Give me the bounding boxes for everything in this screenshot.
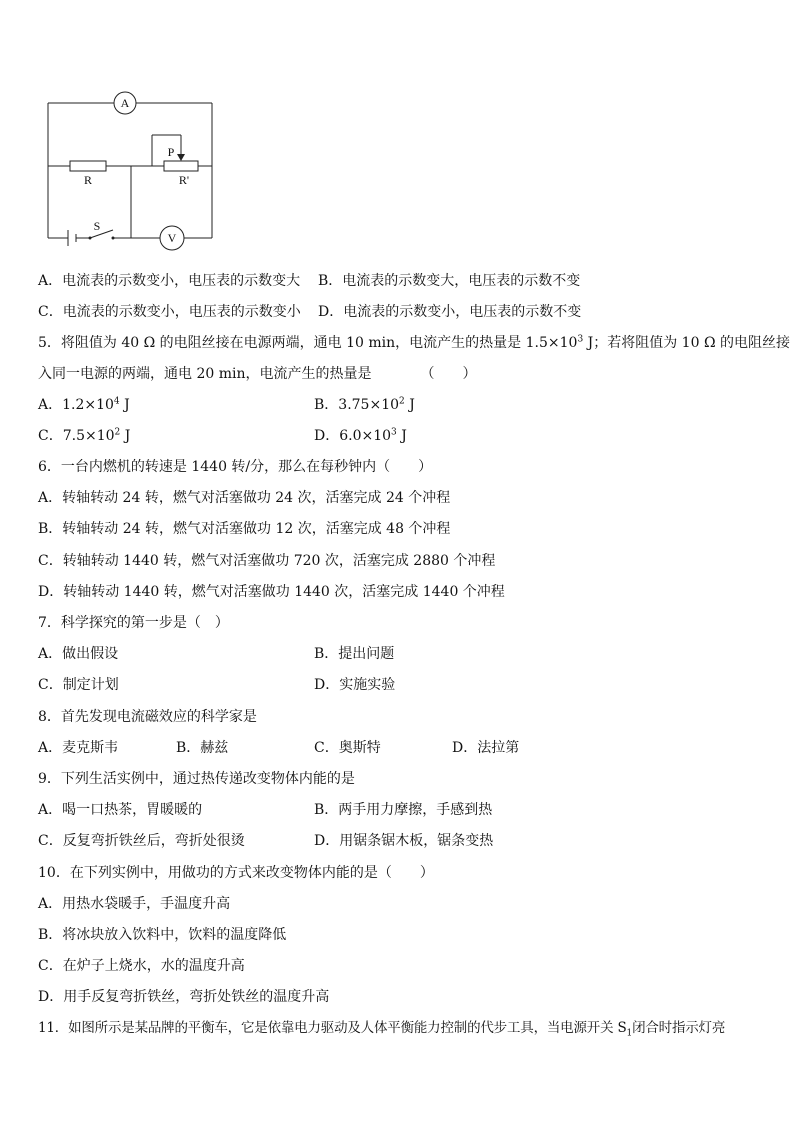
q7-stem: 7．科学探究的第一步是（ ） [38,615,229,631]
q7-option-a: A．做出假设 [38,646,119,662]
q11-stem: 11．如图所示是某品牌的平衡车，它是依靠电力驱动及人体平衡能力控制的代步工具，当电源开关 $S_1$闭合时指示灯亮 [38,1020,726,1039]
resistor-r [70,161,106,171]
circuit-diagram [40,88,220,253]
q8-stem: 8．首先发现电流磁效应的科学家是 [38,709,257,725]
switch-label: S [93,219,101,233]
q8-option-d: D．法拉第 [452,740,520,756]
q6-option-c: C．转轴转动 1440 转，燃气对活塞做功 720 次，活塞完成 2880 个冲程 [38,553,496,569]
q9-option-a: A．喝一口热茶，胃暖暖的 [38,802,203,818]
voltmeter-label: V [167,231,177,245]
q4-option-a: A．电流表的示数变小，电压表的示数变大 [38,273,301,289]
q7-option-d: D．实施实验 [314,677,396,693]
q4-option-b: B．电流表的示数变大，电压表的示数不变 [318,273,581,289]
q5-option-a: A．$1.2\times 10^4$ J [38,396,130,413]
q5-stem-line1: 5．将阻值为 40 Ω 的电阻丝接在电源两端，通电 10 min，电流产生的热量是 $1.5\times 10^3$ J；若将阻值为 10 Ω 的电阻丝接 [38,334,791,351]
q7-option-b: B．提出问题 [314,646,395,662]
q8-option-c: C．奥斯特 [314,740,381,756]
q8-option-a: A．麦克斯韦 [38,740,119,756]
q10-stem: 10．在下列实例中，用做功的方式来改变物体内能的是（ ） [38,865,434,881]
q5-option-b: B．$3.75\times 10^2$ J [314,396,415,413]
ammeter-label: A [120,96,130,110]
q7-option-c: C．制定计划 [38,677,119,693]
resistor-label: R [83,173,93,187]
slider-label: P [167,145,175,159]
q10-option-a: A．用热水袋暖手，手温度升高 [38,896,231,912]
q4-option-c: C．电流表的示数变小，电压表的示数变小 [38,304,301,320]
q6-option-d: D．转轴转动 1440 转，燃气对活塞做功 1440 次，活塞完成 1440 个冲程 [38,584,505,600]
q10-option-c: C．在炉子上烧水，水的温度升高 [38,958,245,974]
q6-option-a: A．转轴转动 24 转，燃气对活塞做功 24 次，活塞完成 24 个冲程 [38,490,451,506]
q9-option-d: D．用锯条锯木板，锯条变热 [314,833,494,849]
q6-stem: 6．一台内燃机的转速是 1440 转/分，那么在每秒钟内（ ） [38,459,433,475]
rheostat-label: R' [178,173,190,187]
q4-option-d: D．电流表的示数变小，电压表的示数不变 [318,304,582,320]
q8-option-b: B．赫兹 [176,740,229,756]
q10-option-b: B．将冰块放入饮料中，饮料的温度降低 [38,927,287,943]
q10-option-d: D．用手反复弯折铁丝，弯折处铁丝的温度升高 [38,989,330,1005]
q5-option-c: C．$7.5\times 10^2$ J [38,427,131,444]
rheostat-r-prime [164,161,198,171]
q9-option-b: B．两手用力摩擦，手感到热 [314,802,493,818]
q5-stem-line2: 入同一电源的两端，通电 20 min，电流产生的热量是 （ ） [38,366,477,382]
q5-option-d: D．$6.0\times 10^3$ J [314,427,407,444]
q9-stem: 9．下列生活实例中，通过热传递改变物体内能的是 [38,771,355,787]
q9-option-c: C．反复弯折铁丝后，弯折处很烫 [38,833,245,849]
q6-option-b: B．转轴转动 24 转，燃气对活塞做功 12 次，活塞完成 48 个冲程 [38,521,451,537]
slider-arrow-icon [177,154,185,161]
